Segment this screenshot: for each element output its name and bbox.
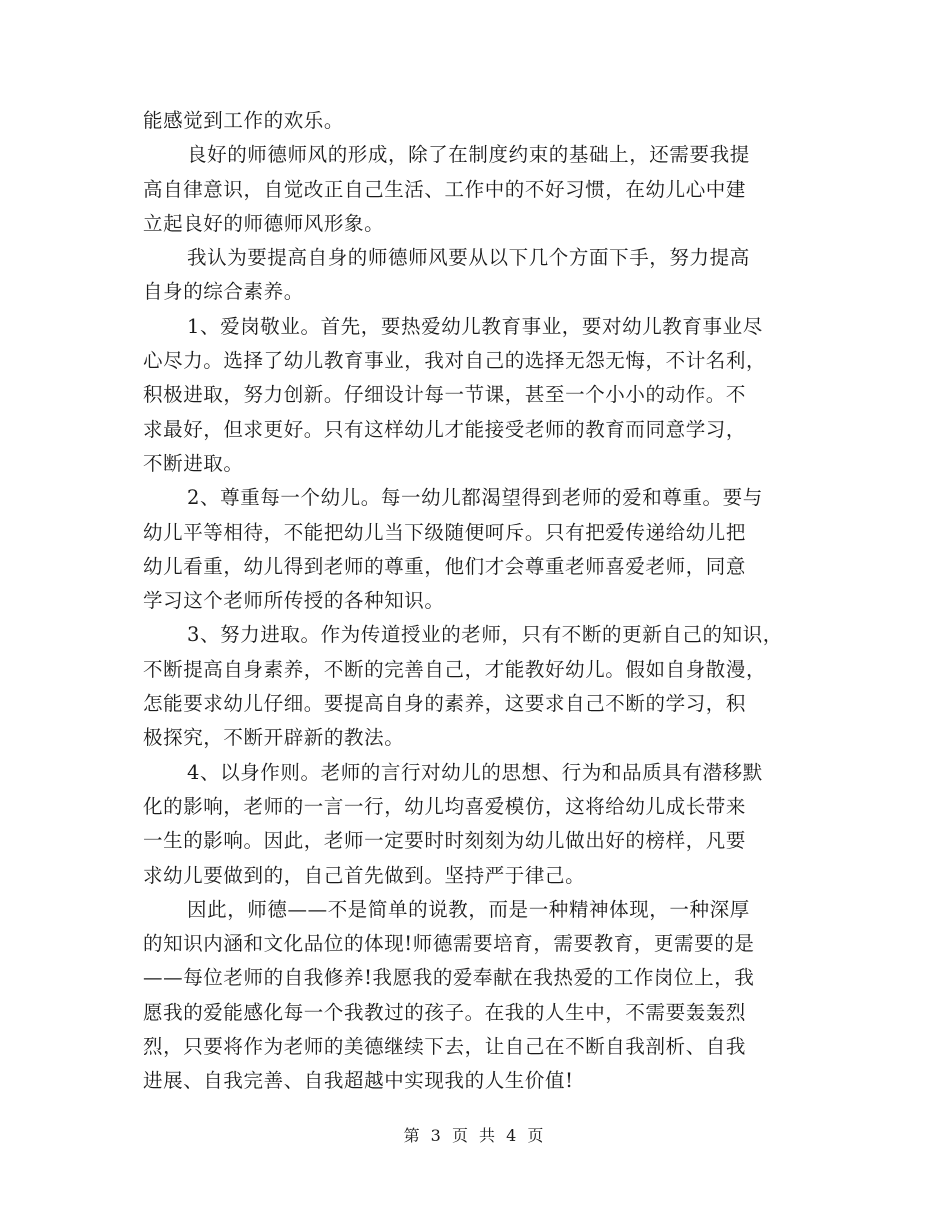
text-line: ——每位老师的自我修养!我愿我的爱奉献在我热爱的工作岗位上，我	[143, 966, 755, 990]
text-line: 的知识内涵和文化品位的体现!师德需要培育，需要教育，更需要的是	[143, 932, 755, 956]
text-line: 化的影响，老师的一言一行，幼儿均喜爱模仿，这将给幼儿成长带来	[143, 794, 747, 818]
text-line: 学习这个老师所传授的各种知识。	[143, 589, 445, 613]
text-line: 不断提高自身素养，不断的完善自己，才能教好幼儿。假如自身散漫，	[143, 657, 767, 681]
text-line: 心尽力。选择了幼儿教育事业，我对自己的选择无怨无悔，不计名利，	[143, 349, 767, 373]
text-line: 不断进取。	[143, 451, 244, 475]
text-line: 烈，只要将作为老师的美德继续下去，让自己在不断自我剖析、自我	[143, 1035, 747, 1059]
text-line: 幼儿看重，幼儿得到老师的尊重，他们才会尊重老师喜爱老师，同意	[143, 554, 747, 578]
text-line: 1、爱岗敬业。首先，要热爱幼儿教育事业，要对幼儿教育事业尽	[187, 314, 763, 338]
text-line: 自身的综合素养。	[143, 280, 304, 304]
text-line: 良好的师德师风的形成，除了在制度约束的基础上，还需要我提	[187, 143, 750, 167]
text-line: 一生的影响。因此，老师一定要时时刻刻为幼儿做出好的榜样，凡要	[143, 829, 747, 853]
text-line: 极探究，不断开辟新的教法。	[143, 726, 405, 750]
text-line: 立起良好的师德师风形象。	[143, 211, 385, 235]
document-body	[143, 104, 813, 1099]
text-line: 能感觉到工作的欢乐。	[143, 109, 345, 132]
page-number-footer: 第 3 页 共 4 页	[403, 1126, 547, 1145]
text-line: 3、努力进取。作为传道授业的老师，只有不断的更新自己的知识，	[187, 623, 783, 647]
text-line: 4、以身作则。老师的言行对幼儿的思想、行为和品质具有潜移默	[187, 760, 763, 784]
text-line: 愿我的爱能感化每一个我教过的孩子。在我的人生中，不需要轰轰烈	[143, 1000, 747, 1024]
text-line: 幼儿平等相待，不能把幼儿当下级随便呵斥。只有把爱传递给幼儿把	[143, 520, 747, 544]
text-line: 因此，师德——不是简单的说教，而是一种精神体现，一种深厚	[187, 897, 750, 921]
text-line: 2、尊重每一个幼儿。每一幼儿都渴望得到老师的爱和尊重。要与	[187, 486, 763, 510]
text-line: 我认为要提高自身的师德师风要从以下几个方面下手，努力提高	[187, 246, 750, 270]
text-line: 求幼儿要做到的，自己首先做到。坚持严于律己。	[143, 863, 586, 887]
text-line: 进展、自我完善、自我超越中实现我的人生价值!	[143, 1069, 574, 1093]
text-line: 求最好，但求更好。只有这样幼儿才能接受老师的教育而同意学习，	[143, 417, 747, 441]
text-line: 高自律意识，自觉改正自己生活、工作中的不好习惯，在幼儿心中建	[143, 177, 747, 201]
text-line: 积极进取，努力创新。仔细设计每一节课，甚至一个小小的动作。不	[143, 383, 747, 407]
text-line: 怎能要求幼儿仔细。要提高自身的素养，这要求自己不断的学习，积	[143, 692, 747, 716]
